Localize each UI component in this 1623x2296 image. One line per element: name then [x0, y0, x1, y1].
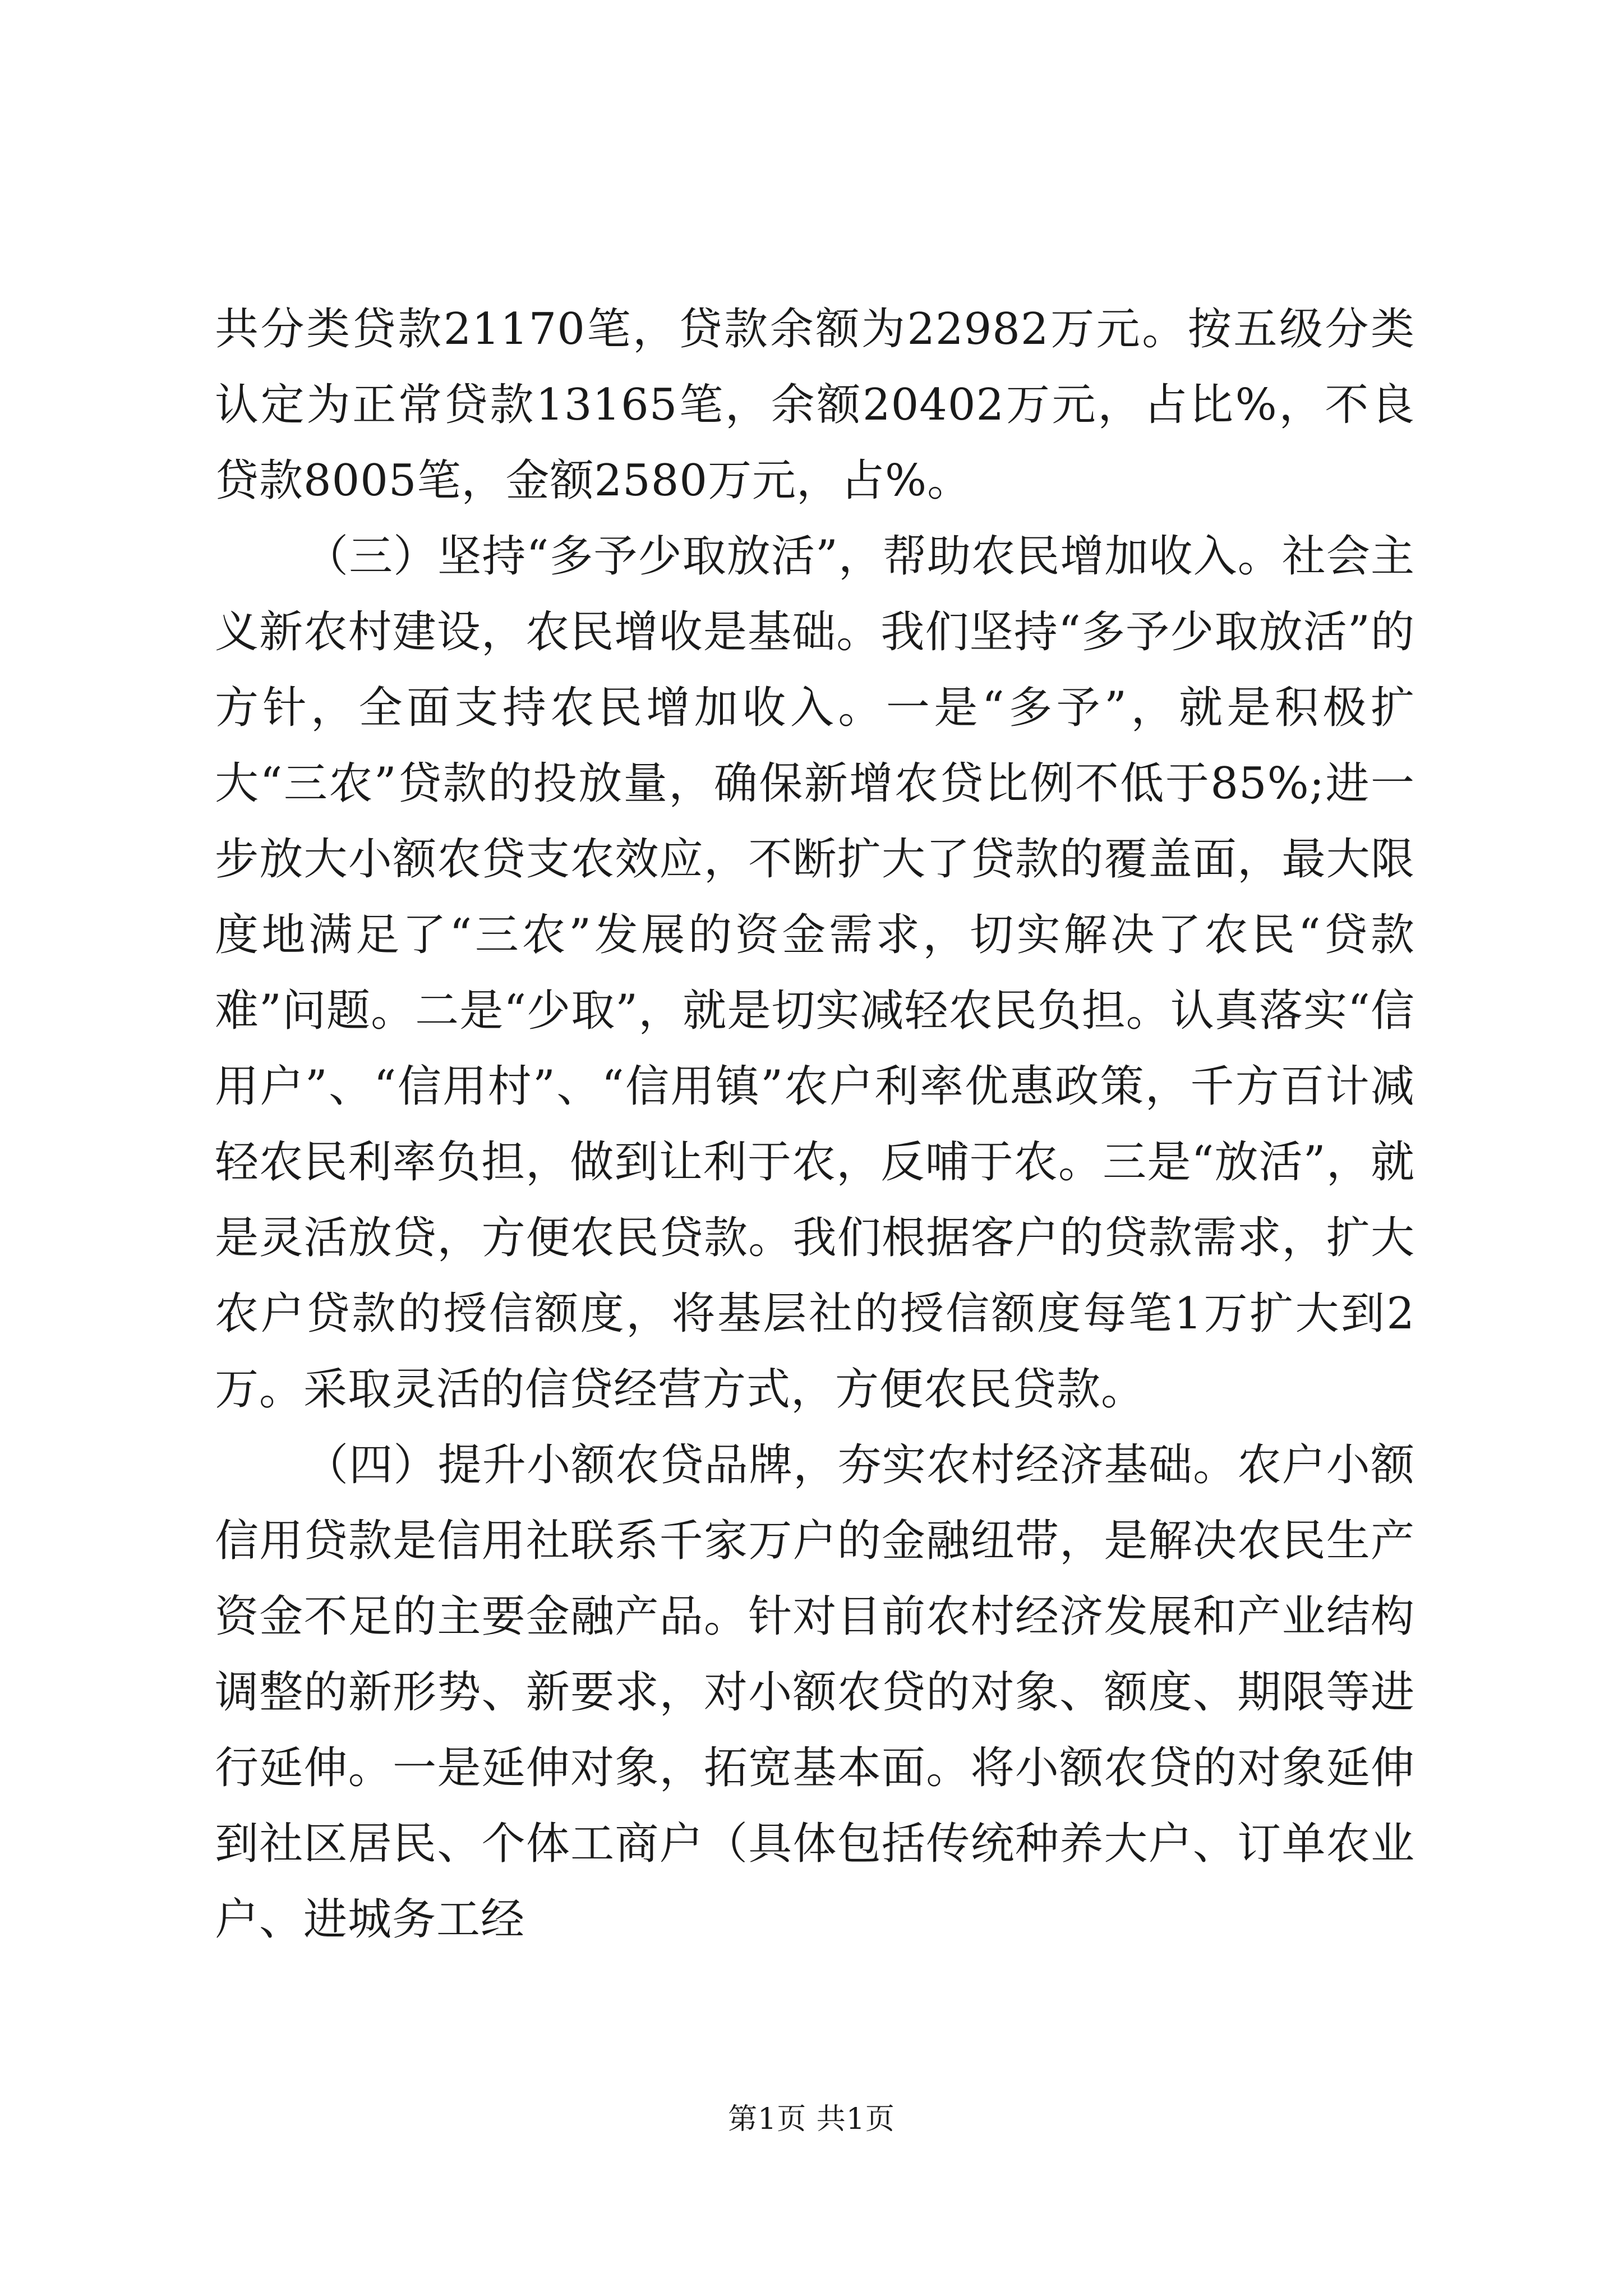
page-footer: 第1页 共1页 — [728, 2102, 895, 2136]
paragraph-continuation: 共分类贷款21170笔，贷款余额为22982万元。按五级分类认定为正常贷款13165笔，余额20402万元，占比%，不良贷款8005笔，金额2580万元，占%。 — [215, 304, 1415, 506]
paragraph-section-four: （四）提升小额农贷品牌，夯实农村经济基础。农户小额信用贷款是信用社联系千家万户的金融纽带，是解决农民生产资金不足的主要金融产品。针对目前农村经济发展和产业结构调整的新形势、新要求，对小额农贷的对象、额度、期限等进行延伸。一是延伸对象，拓宽基本面。将小额农贷的对象延伸到社区居民、个体工商户（具体包括传统种养大户、订单农业户、进城务工经 — [215, 1440, 1415, 1945]
document-body — [215, 292, 1415, 1958]
paragraph-section-three: （三）坚持“多予少取放活”，帮助农民增加收入。社会主义新农村建设，农民增收是基础。我们坚持“多予少取放活”的方针，全面支持农民增加收入。一是“多予”，就是积极扩大“三农”贷款的投放量，确保新增农贷比例不低于85%;进一步放大小额农贷支农效应，不断扩大了贷款的覆盖面，最大限度地满足了“三农”发展的资金需求，切实解决了农民“贷款难”问题。二是“少取”，就是切实减轻农民负担。认真落实“信用户”、“信用村”、“信用镇”农户利率优惠政策，千方百计减轻农民利率负担，做到让利于农，反哺于农。三是“放活”，就是灵活放贷，方便农民贷款。我们根据客户的贷款需求，扩大农户贷款的授信额度，将基层社的授信额度每笔1万扩大到2万。采取灵活的信贷经营方式，方便农民贷款。 — [215, 531, 1415, 1415]
